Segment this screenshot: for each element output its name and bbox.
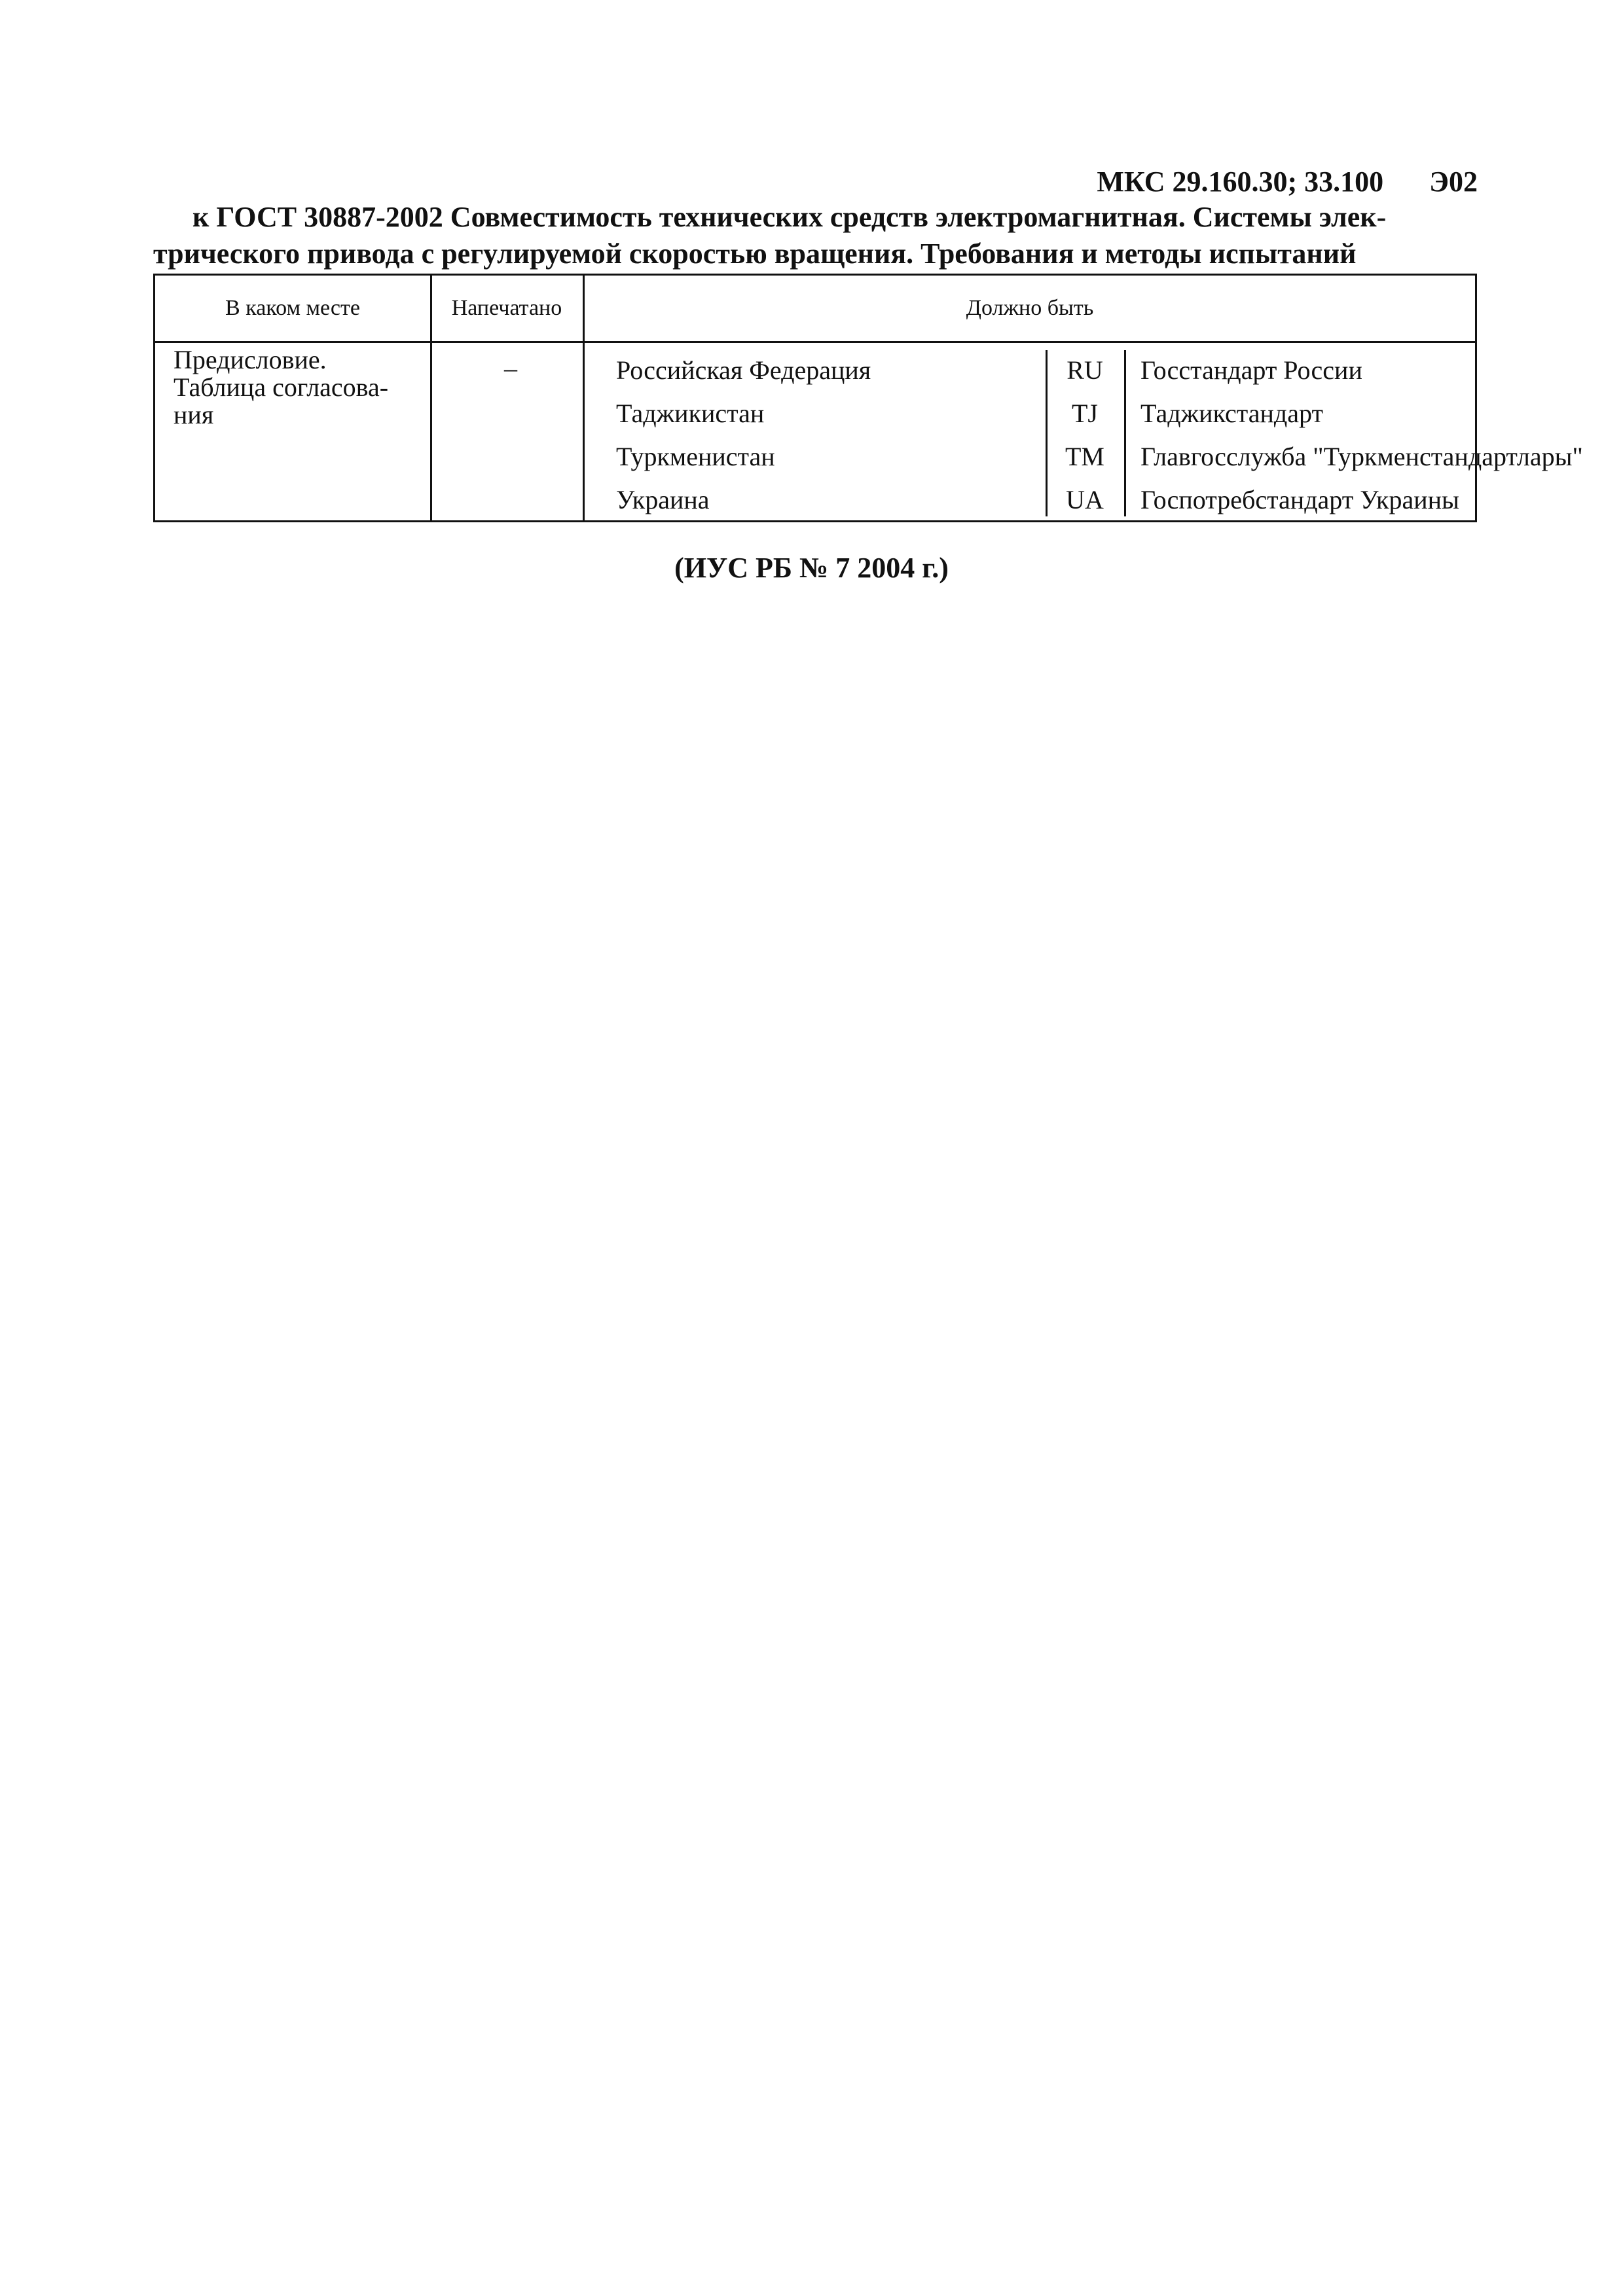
amendment-table [153, 274, 1583, 522]
standards-body: Главгосслужба "Туркменстандартлары" [1140, 442, 1583, 471]
table-header-row [155, 276, 1475, 343]
cell-place [173, 346, 422, 429]
country-name: Украина [616, 485, 710, 514]
place-line: Таблица согласова- [173, 372, 389, 402]
cell-printed: – [504, 353, 517, 383]
table-row [589, 478, 1475, 522]
country-name: Туркменистан [616, 442, 775, 471]
country-name: Российская Федерация [616, 355, 871, 385]
table-row [589, 349, 1475, 392]
country-code: UA [1066, 485, 1104, 514]
table-row [589, 435, 1583, 478]
table-row [589, 392, 1475, 435]
issue-reference: (ИУС РБ № 7 2004 г.) [674, 552, 949, 584]
document-title [153, 199, 1477, 272]
country-name: Таджикистан [616, 399, 765, 428]
should-be-rows [589, 349, 1583, 522]
country-code: TJ [1072, 399, 1098, 428]
mks-codes: МКС 29.160.30; 33.100 [1097, 166, 1384, 198]
country-code: TM [1065, 442, 1104, 471]
place-line: Предисловие. [173, 345, 327, 374]
country-code: RU [1067, 355, 1103, 385]
title-line-1: к ГОСТ 30887-2002 Совместимость технических средств электромагнитная. Системы элек- [192, 201, 1387, 233]
column-divider [430, 276, 432, 520]
standards-body: Таджикстандарт [1140, 399, 1323, 428]
column-divider [583, 276, 585, 520]
place-line: ния [173, 400, 214, 429]
header-place: В каком месте [225, 296, 360, 320]
classification-header [1097, 164, 1478, 200]
doc-code: Э02 [1429, 166, 1478, 198]
title-line-2: трического привода с регулируемой скоростью вращения. Требования и методы испытаний [153, 238, 1357, 270]
header-should-be: Должно быть [966, 296, 1094, 320]
header-printed: Напечатано [451, 296, 562, 320]
standards-body: Госстандарт России [1140, 355, 1362, 385]
standards-body: Госпотребстандарт Украины [1140, 485, 1459, 514]
